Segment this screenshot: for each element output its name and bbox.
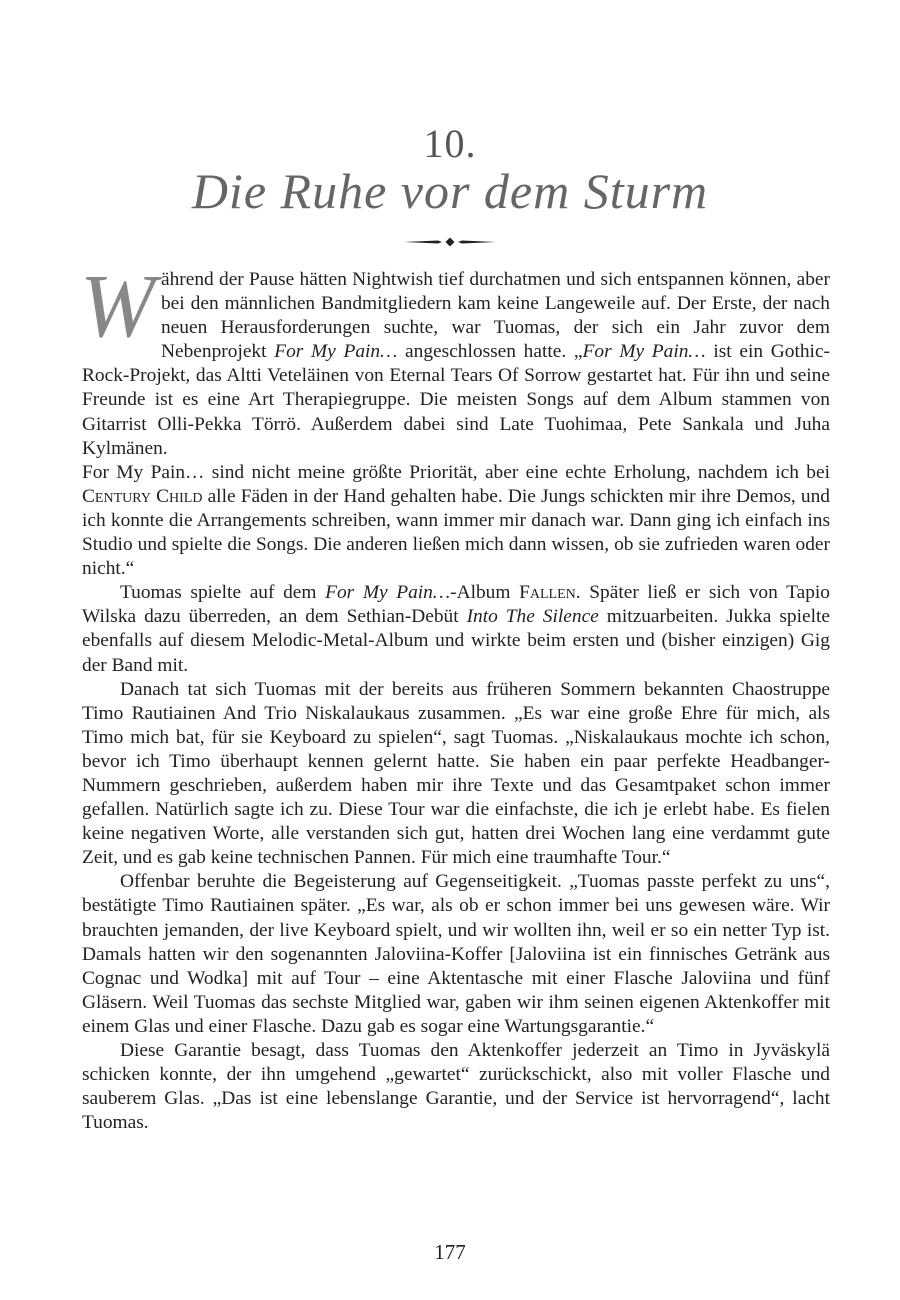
paragraph-3 [82,581,830,677]
paragraph-5: Offenbar beruhte die Begeisterung auf Gegenseitigkeit. „Tuomas passte perfekt zu uns“, bestätigte Timo Rautiainen später. „Es war, als ob er schon immer bei uns gewesen wäre. Wir brauchten jemanden, der live Keyboard spielt, und wir wollten ihn, weil er so ein netter Typ ist. Damals hatten wir den sogenannten Jaloviina-Koffer [Jaloviina ist ein finnisches Getränk aus Cognac und Wodka] mit auf Tour – eine Aktentasche mit einer Flasche Jaloviina und fünf Gläsern. Weil Tuomas das sechste Mitglied war, gaben wir ihm seinen eigenen Aktenkoffer mit einem Glas und einer Flasche. Dazu gab es sogar eine Wartungsgarantie.“ [82,871,830,1037]
paragraph-1 [80,257,831,461]
ornament-divider [0,232,900,252]
page-number: 177 [434,1240,466,1264]
drop-cap: W [80,257,155,356]
text-run: ährend der Pause hätten Nightwish tief durchatmen und sich entspannen können, aber bei den männlichen Bandmitgliedern kam keine Langeweile auf. Der Erste, der nach neuen Herausforderungen suchte, war Tuomas, der sich ein Jahr zuvor dem Nebenprojekt [160,269,830,363]
paragraph-4: Danach tat sich Tuomas mit der bereits aus früheren Sommern bekannten Chaostruppe Timo Rautiainen And Trio Niskalaukaus zusammen. „Es war eine große Ehre für mich, als Timo mich bat, für sie Keyboard zu spielen“, sagt Tuomas. „Niskalaukaus mochte ich schon, bevor ich Timo überhaupt kennen gelernt hatte. Sie haben ein paar perfekte Headbanger-Nummern geschrieben, außerdem haben mir ihre Texte und das Gesamtpaket schon immer gefallen. Natürlich sagte ich zu. Diese Tour war die einfachste, die ich je erlebt habe. Es fielen keine negativen Worte, alle verstanden sich gut, hatten drei Wochen lang eine verdammt gute Zeit, und es gab keine technischen Pannen. Für mich eine traumhafte Tour.“ [82,678,830,869]
chapter-body [80,257,831,1135]
text-run: angeschlossen hatte. „ [397,341,583,363]
album-title: Fallen [519,582,576,604]
album-title: For My Pain… [274,341,398,363]
album-title: Into The Silence [466,606,599,628]
text-run: mitzuarbeiten. Jukka spielte ebenfalls auf diesem Melodic-Metal-Album und wirkte beim ersten und (bisher einzigen) Gig der Band mit. [82,606,830,676]
chapter-number: 10. [423,121,477,166]
chapter-title: Die Ruhe vor dem Sturm [191,163,709,219]
ornament-icon [402,236,498,248]
text-run: alle Fäden in der Hand gehalten habe. Die Jungs schickten mir ihre Demos, und ich konnte die Arrangements schreiben, wann immer mir danach war. Dann ging ich einfach ins Studio und spielte die Songs. Die anderen ließen mich dann wissen, ob sie zufrieden waren oder nicht.“ [82,485,830,580]
text-run: . Später ließ er sich von Tapio Wilska dazu überreden, an dem Sethian-Debüt [82,582,830,628]
text-run: For My Pain… sind nicht meine größte Priorität, aber eine echte Erholung, nachdem ich bei [82,461,830,483]
paragraph-2 [82,461,830,581]
album-title: For My Pain… [582,341,706,363]
album-title: For My Pain… [325,582,451,604]
text-run: -Album [450,582,520,604]
album-title: Century Child [82,485,203,507]
text-run: ist ein Gothic-Rock-Projekt, das Altti Veteläinen von Eternal Tears Of Sorrow gestartet hat. Für ihn und seine Freunde ist es eine Art Therapiegruppe. Die meisten Songs auf dem Album stammen von Gitarrist Olli-Pekka Törrö. Außerdem dabei sind Late Tuohimaa, Pete Sankala und Juha Kylmänen. [82,341,831,459]
paragraph-6: Diese Garantie besagt, dass Tuomas den Aktenkoffer jederzeit an Timo in Jyväskylä schicken konnte, der ihn umgehend „gewartet“ zurückschickt, also mit voller Flasche und sauberem Glas. „Das ist eine lebenslange Garantie, und der Service ist hervorragend“, lacht Tuomas. [82,1040,830,1134]
text-run: Tuomas spielte auf dem [120,582,326,604]
